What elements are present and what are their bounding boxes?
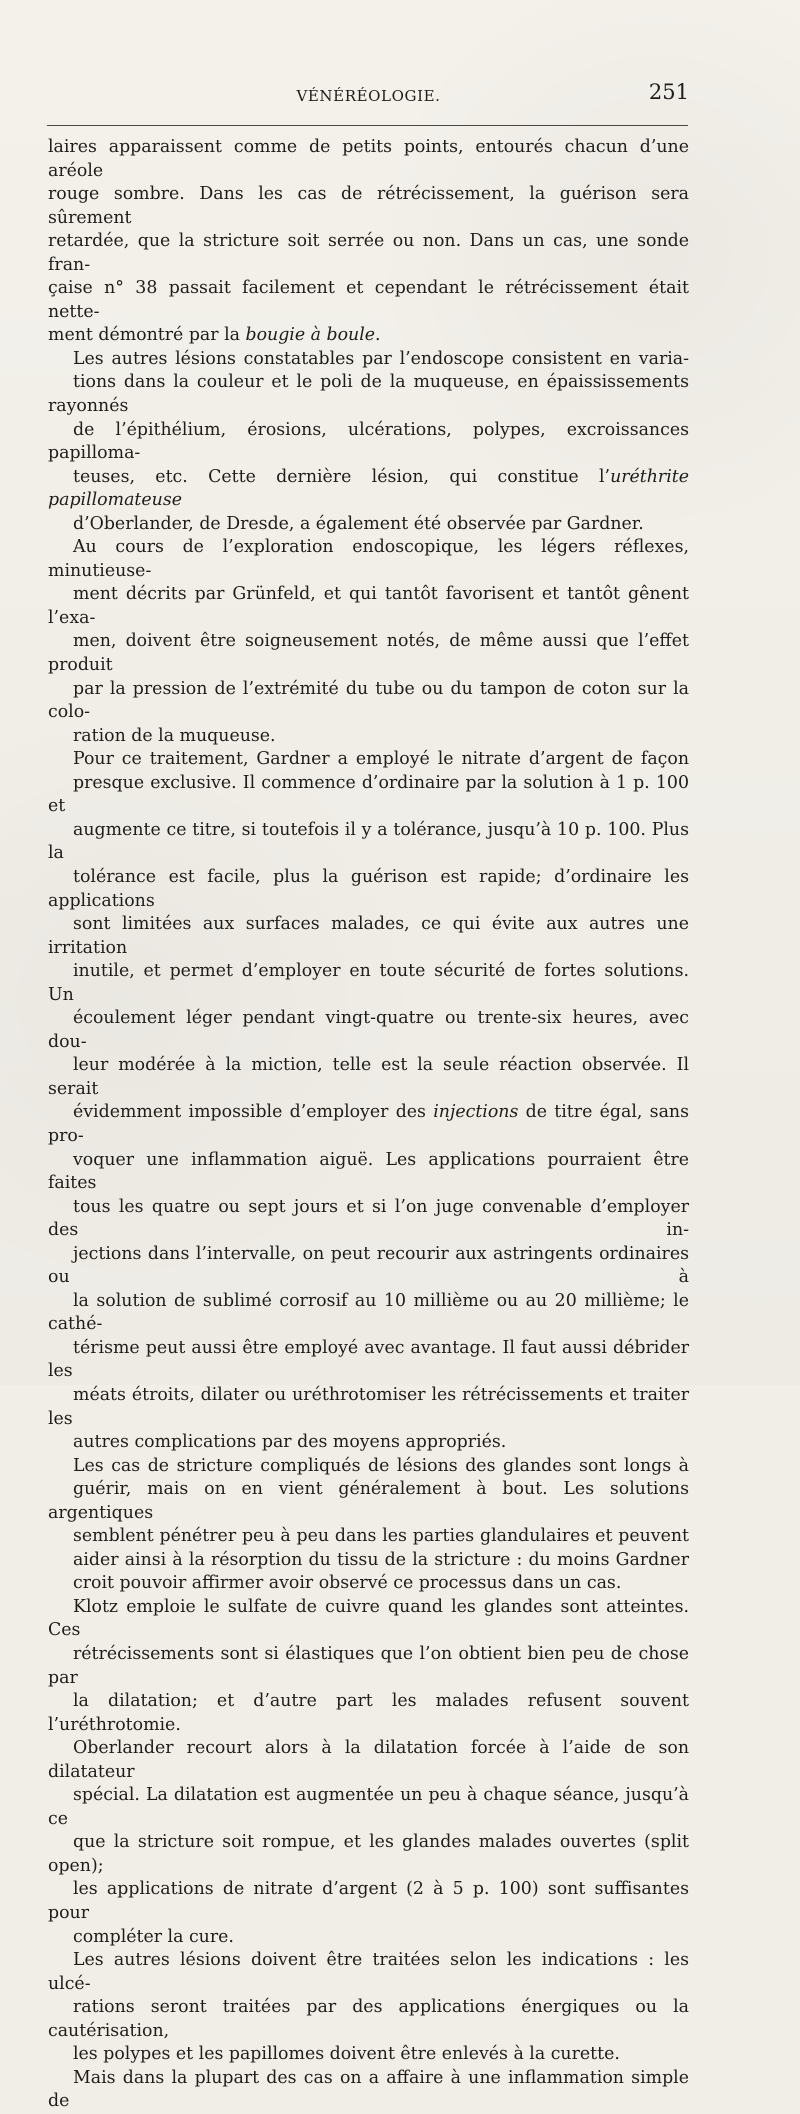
text-line: augmente ce titre, si toutefois il y a tolérance, jusqu’à 10 p. 100. Plus la xyxy=(48,819,689,864)
text-line: autres complications par des moyens appropriés. xyxy=(73,1432,507,1453)
text-line: aider ainsi à la résorption du tissu de la stricture : du moins Gardner xyxy=(73,1549,689,1570)
paragraph-8 xyxy=(48,2067,689,2114)
text-line: tous les quatre ou sept jours et si l’on juge convenable d’employer des in- xyxy=(48,1196,689,1241)
header-rule xyxy=(47,125,688,126)
text-line: de l’épithélium, érosions, ulcérations, polypes, excroissances papilloma- xyxy=(48,419,689,464)
text-line: compléter la cure. xyxy=(73,1926,234,1947)
text-line: la dilatation; et d’autre part les malades refusent souvent l’uréthrotomie. xyxy=(48,1691,689,1735)
page-header xyxy=(48,82,689,120)
text-line: Les cas de stricture compliqués de lésions des glandes sont longs à xyxy=(73,1455,689,1476)
paragraph-7 xyxy=(48,1949,689,2067)
paragraph-2 xyxy=(48,348,689,536)
text-line: ration de la muqueuse. xyxy=(73,725,276,746)
italic-text: uréthrite papillomateuse xyxy=(48,466,689,511)
text-line: voquer une inflammation aiguë. Les applications pourraient être faites xyxy=(48,1149,689,1194)
text-line: Oberlander recourt alors à la dilatation forcée à l’aide de son dilatateur xyxy=(48,1738,689,1782)
paragraph-1 xyxy=(48,136,689,348)
text-line: les applications de nitrate d’argent (2 à 5 p. 100) sont suffisantes pour xyxy=(48,1879,689,1924)
text-line: ment décrits par Grünfeld, et qui tantôt favorisent et tantôt gênent l’exa- xyxy=(48,584,689,628)
text-line: jections dans l’intervalle, on peut recourir aux astringents ordinaires ou à xyxy=(48,1243,689,1288)
text-line: par la pression de l’extrémité du tube ou du tampon de coton sur la colo- xyxy=(48,678,689,723)
text-line: les polypes et les papillomes doivent être enlevés à la curette. xyxy=(73,2044,620,2065)
text-line: d’Oberlander, de Dresde, a également été observée par Gardner. xyxy=(73,513,644,534)
text-line: la solution de sublimé corrosif au 10 millième ou au 20 millième; le cathé- xyxy=(48,1290,689,1335)
text-line: laires apparaissent comme de petits points, entourés chacun d’une aréole xyxy=(48,137,689,181)
text-line: tions dans la couleur et le poli de la muqueuse, en épaississements rayonnés xyxy=(48,372,689,417)
text-line: Mais dans la plupart des cas on a affaire à une inflammation simple de xyxy=(48,2067,689,2112)
paragraph-3 xyxy=(48,536,689,748)
text-line: térisme peut aussi être employé avec avantage. Il faut aussi débrider les xyxy=(48,1337,689,1382)
text-line: que la stricture soit rompue, et les glandes malades ouvertes (split open); xyxy=(48,1832,689,1876)
text-line: rouge sombre. Dans les cas de rétrécissement, la guérison sera sûrement xyxy=(48,184,689,228)
italic-text: bougie à boule xyxy=(245,325,376,346)
text-line: ment démontré par la bougie à boule. xyxy=(48,325,381,346)
text-line: teuses, etc. Cette dernière lésion, qui constitue l’uréthrite papillomateuse xyxy=(48,466,689,511)
text-line: inutile, et permet d’employer en toute sécurité de fortes solutions. Un xyxy=(48,961,689,1005)
text-line: Pour ce traitement, Gardner a employé le nitrate d’argent de façon xyxy=(73,749,689,770)
text-line: évidemment impossible d’employer des injections de titre égal, sans pro- xyxy=(48,1102,689,1146)
text-line: Les autres lésions doivent être traitées selon les indications : les ulcé- xyxy=(48,1950,689,1994)
text-line: Les autres lésions constatables par l’endoscope consistent en varia- xyxy=(73,348,689,369)
text-line: semblent pénétrer peu à peu dans les parties glandulaires et peuvent xyxy=(73,1526,689,1547)
paragraph-5 xyxy=(48,1455,689,1596)
text-line: presque exclusive. Il commence d’ordinaire par la solution à 1 p. 100 et xyxy=(48,772,689,817)
italic-text: injections xyxy=(433,1102,519,1123)
text-line: rations seront traitées par des applications énergiques ou la cautérisation, xyxy=(48,1997,689,2041)
text-line: leur modérée à la miction, telle est la seule réaction observée. Il serait xyxy=(48,1055,689,1099)
paragraph-6 xyxy=(48,1596,689,1949)
paragraph-4 xyxy=(48,748,689,1454)
text-line: méats étroits, dilater ou uréthrotomiser les rétrécissements et traiter les xyxy=(48,1384,689,1429)
text-line: tolérance est facile, plus la guérison est rapide; d’ordinaire les applications xyxy=(48,866,689,911)
text-line: guérir, mais on en vient généralement à bout. Les solutions argentiques xyxy=(48,1479,689,1523)
running-title: VÉNÉRÉOLOGIE. xyxy=(296,87,441,105)
text-line: Klotz emploie le sulfate de cuivre quand les glandes sont atteintes. Ces xyxy=(48,1596,689,1641)
text-line: Au cours de l’exploration endoscopique, les légers réflexes, minutieuse- xyxy=(48,537,689,581)
text-line: croit pouvoir affirmer avoir observé ce processus dans un cas. xyxy=(73,1573,622,1594)
body-text xyxy=(48,136,689,2114)
page-number: 251 xyxy=(648,80,689,104)
text-line: spécial. La dilatation est augmentée un peu à chaque séance, jusqu’à ce xyxy=(48,1785,689,1829)
text-line: retardée, que la stricture soit serrée ou non. Dans un cas, une sonde fran- xyxy=(48,231,689,275)
text-line: écoulement léger pendant vingt-quatre ou trente-six heures, avec dou- xyxy=(48,1008,689,1052)
text-line: sont limitées aux surfaces malades, ce qui évite aux autres une irritation xyxy=(48,914,689,958)
text-line: men, doivent être soigneusement notés, de même aussi que l’effet produit xyxy=(48,631,689,676)
text-line: çaise n° 38 passait facilement et cependant le rétrécissement était nette- xyxy=(48,278,689,322)
text-line: rétrécissements sont si élastiques que l’on obtient bien peu de chose par xyxy=(48,1644,689,1688)
